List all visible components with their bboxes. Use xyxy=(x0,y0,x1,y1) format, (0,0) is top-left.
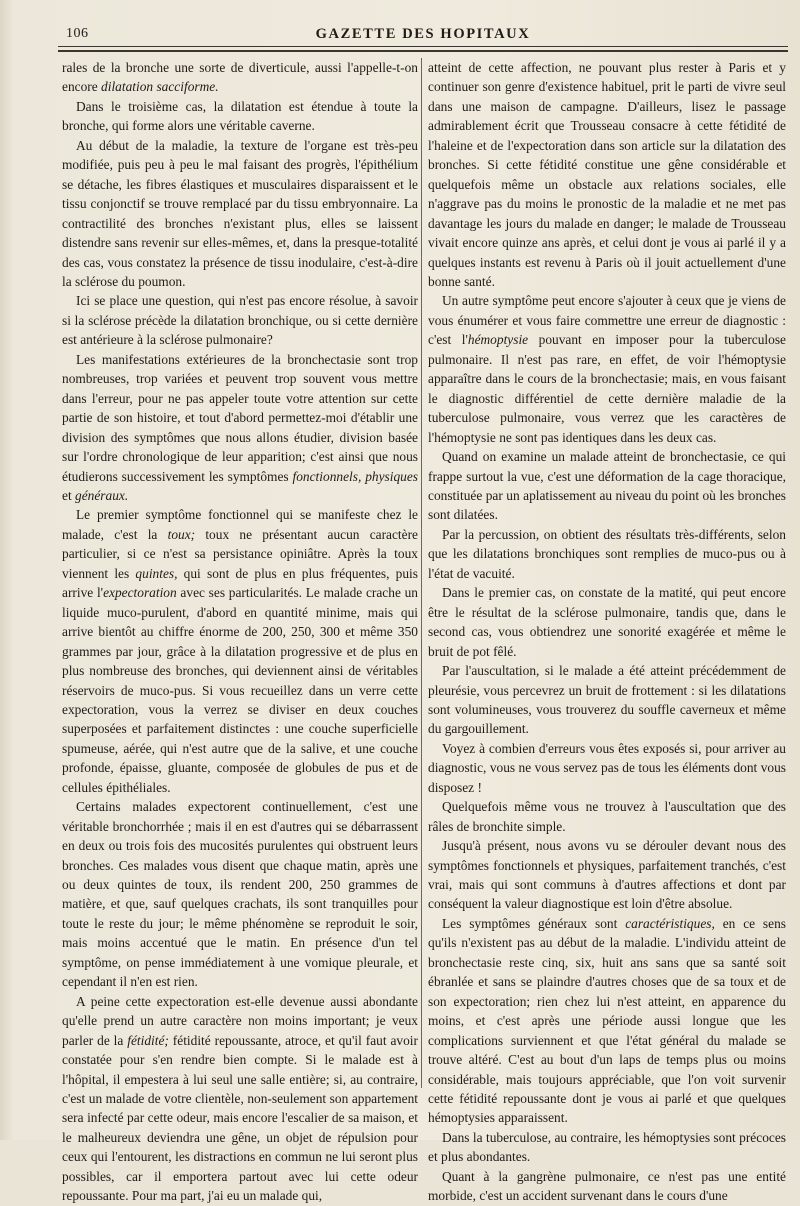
paragraph xyxy=(62,350,418,506)
text-run: rales de la bronche une sorte de diverticule, aussi l'appelle-t-on encore xyxy=(62,60,418,95)
text-run: et xyxy=(62,487,76,503)
text-run: Dans le premier cas, on constate de la matité, qui peut encore être le résultat de la sclérose pulmonaire, tandis que, dans le second cas, vous obtiendrez une sonorité exagérée et même le bruit de pot fêlé. xyxy=(428,585,786,659)
text-run: Quant à la gangrène pulmonaire, ce n'est pas une entité morbide, c'est un accident survenant dans le cours d'une xyxy=(428,1168,786,1204)
text-run: A peine cette expectoration est-elle devenue aussi abondante qu'elle prend un autre caractère non moins important; je veux parler de la xyxy=(62,993,418,1048)
text-run: Les symptômes généraux sont xyxy=(442,915,626,931)
text-run: Au début de la maladie, la texture de l'organe est très-peu modifiée, puis peu à peu le mal faisant des progrès, l'épithélium se détache, les fibres élastiques et musculaires disparaissent et le tissu conjonctif se trouve remplacé par du tissu embryonnaire. La contractilité des bronches n'existant plus, elles se laissent distendre sans revenir sur elles-mêmes, et, dans la presque-totalité des cas, vous constatez la présence de tissu inodulaire, c'est-à-dire la sclérose du poumon. xyxy=(62,137,418,289)
text-run: Dans le troisième cas, la dilatation est étendue à toute la bronche, qui forme alors une véritable caverne. xyxy=(62,98,418,134)
page-number: 106 xyxy=(66,26,89,41)
right-column xyxy=(428,58,786,1204)
text-run: Par la percussion, on obtient des résultats très-différents, selon que les dilatations bronchiques sont remplies de muco-pus ou à l'état de vacuité. xyxy=(428,526,786,581)
italic-term: caractéristiques, xyxy=(625,915,715,931)
text-run: Ici se place une question, qui n'est pas encore résolue, à savoir si la sclérose précède la dilatation bronchique, ou si cette dernière est antérieure à la sclérose pulmonaire? xyxy=(62,293,418,348)
column-divider xyxy=(421,58,422,1088)
paragraph xyxy=(428,58,786,291)
text-run: Quand on examine un malade atteint de bronchectasie, ce qui frappe surtout la vue, c'est une déformation de la cage thoracique, constituée par un aplatissement au niveau du point où les bronches sont dilatées. xyxy=(428,449,786,523)
text-run: Les manifestations extérieures de la bronchectasie sont trop nombreuses, trop variées et peuvent trop souvent vous mettre dans l'erreur, pour ne pas appeler toute votre attention sur cette partie de son histoire, et tout d'abord permettez-moi d'établir une division des symptômes que nous allons étudier, division basée sur l'ordre chronologique de leur apparition; c'est ainsi que nous étudierons successivement les symptômes xyxy=(62,351,418,484)
italic-term: toux; xyxy=(167,526,196,542)
paragraph xyxy=(428,291,786,447)
page-header xyxy=(58,26,788,48)
text-run: Voyez à combien d'erreurs vous êtes exposés si, pour arriver au diagnostic, vous ne vous servez pas de tous les éléments dont vous disposez ! xyxy=(428,740,786,795)
paragraph xyxy=(62,58,418,97)
paragraph xyxy=(428,525,786,583)
text-run: Un autre symptôme peut encore s'ajouter à ceux que je viens de vous énumérer et vous faire commettre une erreur de diagnostic : c'est l' xyxy=(428,293,786,348)
text-run: avec ses particularités. Le malade crache un liquide muco-purulent, d'abord en quantité minime, mais qui arrive bientôt au chiffre énorme de 200, 250, 300 et même 350 grammes par jour, grâce à la dilatation progressive et de plus en plus nombreuse des bronches, qui deviennent ainsi de véritables réservoirs de muco-pus. Si vous recueillez dans un verre cette expectoration, vous la verrez se diviser en deux couches superposées et parfaitement distinctes : une couche superficielle spumeuse, aérée, qui n'est autre que de la salive, et une couche profonde, épaisse, gluante, composée de globules de pus et de cellules épithéliales. xyxy=(62,585,418,795)
left-column xyxy=(62,58,418,1204)
paragraph xyxy=(62,797,418,992)
text-run: qui sont de plus en plus fréquentes, puis arrive l' xyxy=(62,565,418,601)
paragraph xyxy=(62,505,418,797)
paragraph xyxy=(62,992,418,1206)
text-run: en ce sens qu'ils n'existent pas au début de la maladie. L'individu atteint de bronchectasie reste cinq, six, huit ans sans que sa santé soit ébranlée et sans se plaindre d'autres choses que de sa toux et de son expectoration; rien chez lui n'est atteint, en apparence du moins, et c'est après une période aussi longue que les complications surviennent et que l'état général du malade se trouve altéré. C'est au bout d'un laps de temps plus ou moins considérable, mais toujours appréciable, que l'on voit survenir cette fétidité repoussante dont je vous ai parlé et que quelques hémoptysies apparaissent. xyxy=(428,915,786,1126)
text-run: Dans la tuberculose, au contraire, les hémoptysies sont précoces et plus abondantes. xyxy=(428,1129,786,1165)
paragraph xyxy=(62,136,418,292)
italic-term: hémoptysie xyxy=(467,332,529,348)
paragraph xyxy=(428,661,786,739)
paragraph xyxy=(428,797,786,836)
header-rule xyxy=(58,46,788,47)
paragraph xyxy=(428,583,786,661)
text-run: Certains malades expectorent continuellement, c'est une véritable bronchorrhée ; mais il en est d'autres qui se débarrassent en deux ou trois fois des mucosités purulentes qui obstruent leurs bronches. Ces malades vous disent que chaque matin, après une ou deux quintes de toux, ils rendent 200, 250 grammes de matière, et que, sauf quelques crachats, ils sont tranquilles pour toute le reste du jour; le même phénomène se reproduit le soir, mais moins accentué que le matin. En présence d'un tel symptôme, on pense immédiatement à une vomique pleurale, et cependant il n'en est rien. xyxy=(62,799,418,990)
italic-term: dilatation sacciforme. xyxy=(101,79,219,95)
text-run: pouvant en imposer pour la tuberculose pulmonaire. Il n'est pas rare, en effet, de voir l'hémoptysie apparaître dans le cours de la bronchectasie; mais, en vous faisant le diagnostic différentiel de cette dernière maladie de la tuberculose pulmonaire, vous verrez que les caractères de l'hémoptysie ne sont pas identiques dans les deux cas. xyxy=(428,332,786,445)
header-rule-thick xyxy=(58,50,788,52)
paragraph xyxy=(428,1128,786,1167)
text-run: Jusqu'à présent, nous avons vu se dérouler devant nous des symptômes fonctionnels et physiques, parfaitement tranchés, c'est vrai, mais qui sont communs à d'autres affections et dont par conséquent la valeur diagnostique est loin d'être absolue. xyxy=(428,838,786,912)
italic-term: fonctionnels, physiques xyxy=(292,468,418,484)
paragraph xyxy=(428,1167,786,1206)
paragraph xyxy=(62,291,418,349)
paragraph xyxy=(428,739,786,797)
journal-title: GAZETTE DES HOPITAUX xyxy=(315,26,531,42)
italic-term: généraux. xyxy=(75,487,129,503)
text-run: atteint de cette affection, ne pouvant plus rester à Paris et y continuer son genre d'existence habituel, prit le parti de vivre seul dans une maison de campagne. D'ailleurs, lisez le passage admirablement écrit que Trousseau consacre à cette fétidité de l'haleine et de l'expectoration dans son article sur la dilatation des bronches. Si cette fétidité constitue une gêne considérable et quelquefois même un obstacle aux relations sociales, elle n'aggrave pas du moins le pronostic de la maladie et ne met pas davantage les jours du malade en danger; le malade de Trousseau vivait encore quinze ans après, et celui dont je vous ai parlé il y a quelques instants est revenu à Paris où il jouit actuellement d'une bonne santé. xyxy=(428,60,786,289)
paragraph xyxy=(428,836,786,914)
text-run: Quelquefois même vous ne trouvez à l'auscultation que des râles de bronchite simple. xyxy=(428,799,786,834)
text-run: toux ne présentant aucun caractère particulier, si ce n'est sa persistance opiniâtre. Après la toux viennent les xyxy=(62,526,418,581)
italic-term: quintes, xyxy=(135,565,178,581)
paragraph xyxy=(428,914,786,1128)
text-run: Le premier symptôme fonctionnel qui se manifeste chez le malade, c'est la xyxy=(62,507,418,542)
italic-term: fétidité; xyxy=(127,1032,169,1048)
text-run: fétidité repoussante, atroce, et qu'il faut avoir constatée pour s'en rendre bien compte. Si le malade est à l'hôpital, il empestera à lui seul une salle entière; si, au contraire, c'est un malade de votre clientèle, non-seulement son appartement sera infecté par cette odeur, mais encore l'escalier de sa maison, et le malheureux deviendra une gêne, un objet de répulsion pour ceux qui l'entourent, les distractions en commun ne lui seront plus possibles, car il emportera partout avec lui cette odeur repoussante. Pour ma part, j'ai eu un malade qui, xyxy=(62,1032,418,1204)
text-run: Par l'auscultation, si le malade a été atteint précédemment de pleurésie, vous percevrez un bruit de frottement : si les dilatations sont volumineuses, vous trouverez du souffle caverneux et même du gargouillement. xyxy=(428,663,786,737)
italic-term: expectoration xyxy=(103,585,177,601)
paragraph xyxy=(62,97,418,136)
paragraph xyxy=(428,447,786,525)
